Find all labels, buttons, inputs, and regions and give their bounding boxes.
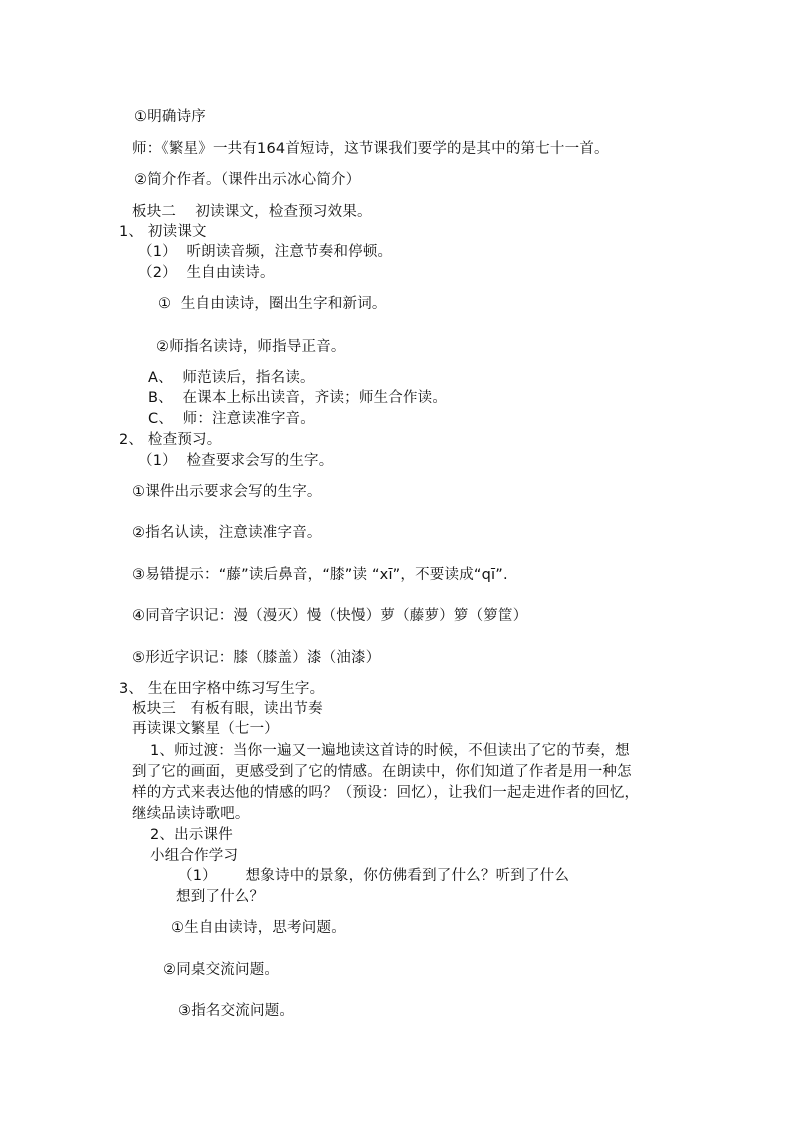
text-line: 小组合作学习 (150, 848, 239, 864)
text-line: A、 师范读后，指名读。 (148, 370, 315, 386)
section-heading: 板块二 初读课文，检查预习效果。 (132, 204, 372, 220)
text-line: ①生自由读诗，思考问题。 (171, 920, 346, 936)
text-line: （1） 检查要求会写的生字。 (138, 453, 334, 469)
paragraph-line: 1、师过渡：当你一遍又一遍地读这首诗的时候，不但读出了它的节奏，想 (150, 743, 630, 759)
text-line: 2、出示课件 (150, 827, 233, 843)
text-line: ① 生自由读诗，圈出生字和新词。 (158, 296, 387, 312)
paragraph-line: 继续品读诗歌吧。 (132, 806, 250, 822)
text-line: ⑤形近字识记：膝（膝盖）漆（油漆） (132, 650, 381, 666)
text-line: 师：《繁星》一共有164首短诗，这节课我们要学的是其中的第七十一首。 (132, 141, 609, 157)
paragraph-line: 样的方式来表达他的情感的吗？（预设：回忆），让我们一起走进作者的回忆， (132, 785, 640, 801)
text-line: ③易错提示：“藤”读后鼻音，“膝”读 “xī”，不要读成“qī”. (132, 567, 508, 583)
text-line: ③指名交流问题。 (178, 1003, 295, 1019)
section-heading: 板块三 有板有眼，读出节奏 (132, 701, 323, 717)
text-line: ④同音字识记：漫（漫灭）慢（快慢）萝（藤萝）箩（箩筐） (132, 608, 528, 624)
text-line: ②简介作者。（课件出示冰心简介） (134, 172, 361, 188)
text-line: ②师指名读诗，师指导正音。 (156, 339, 346, 355)
text-line: B、 在课本上标出读音，齐读；师生合作读。 (148, 390, 448, 406)
text-line: ①课件出示要求会写的生字。 (132, 484, 322, 500)
text-line: （1） 想象诗中的景象，你仿佛看到了什么？听到了什么 (178, 868, 570, 884)
text-line: 再读课文繁星（七一） (132, 721, 279, 737)
text-line: C、 师：注意读准字音。 (148, 411, 315, 427)
text-line: 想到了什么？ (176, 889, 265, 905)
paragraph-line: 到了它的画面，更感受到了它的情感。在朗读中，你们知道了作者是用一种怎 (132, 764, 632, 780)
text-line: ①明确诗序 (134, 109, 206, 125)
text-line: 3、 生在田字格中练习写生字。 (119, 681, 325, 697)
text-line: ②同桌交流问题。 (163, 962, 280, 978)
text-line: （1） 听朗读音频，注意节奏和停顿。 (138, 244, 393, 260)
text-line: 2、 检查预习。 (119, 432, 222, 448)
text-line: 1、 初读课文 (119, 224, 207, 240)
text-line: ②指名认读，注意读准字音。 (132, 525, 322, 541)
text-line: （2） 生自由读诗。 (138, 265, 275, 281)
